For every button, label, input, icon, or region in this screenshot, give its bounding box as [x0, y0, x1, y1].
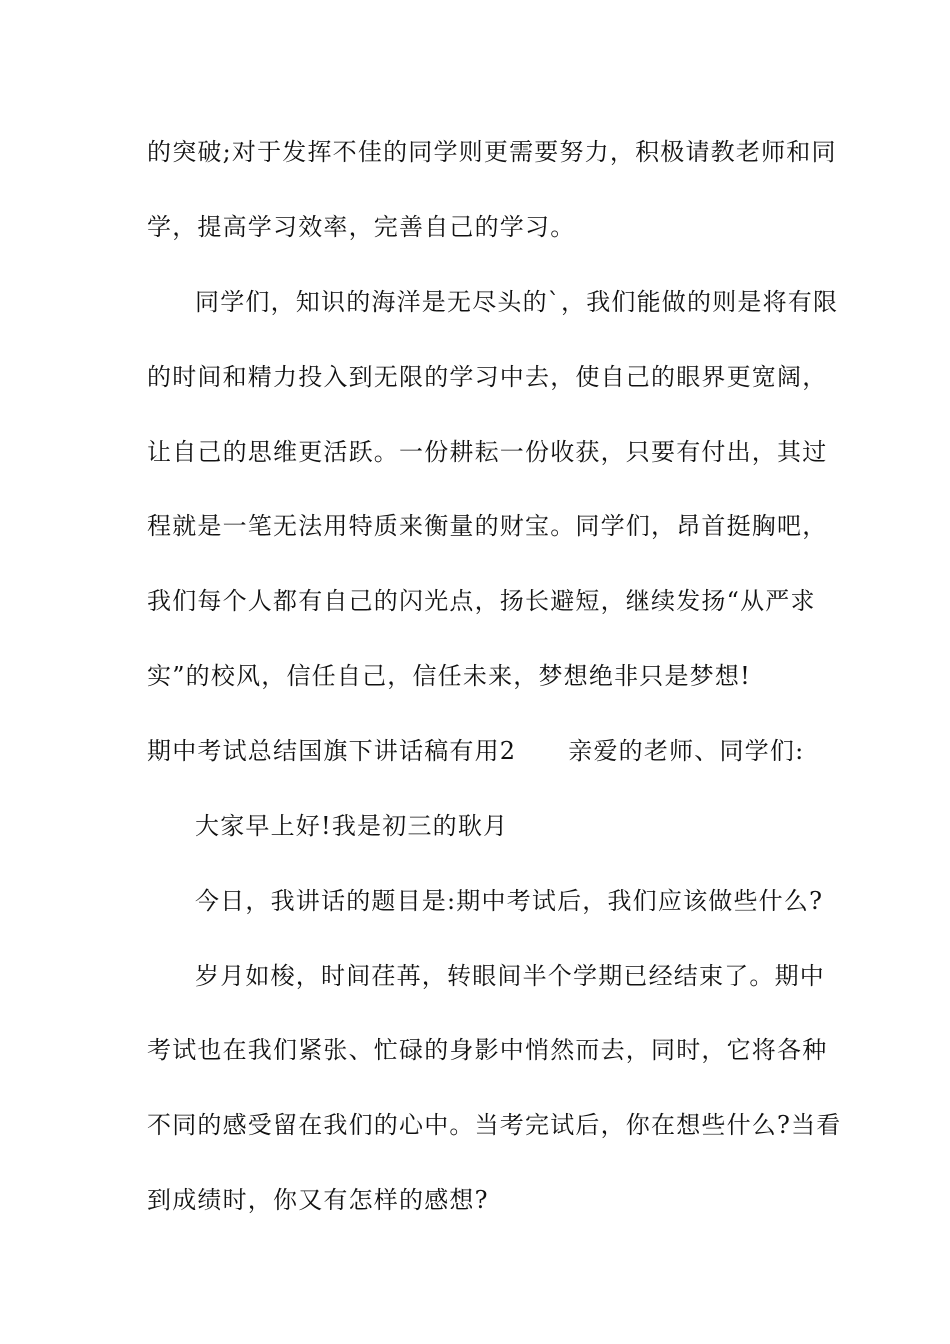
topic-line: 今日，我讲话的题目是:期中考试后，我们应该做些什么?: [195, 887, 824, 915]
paragraph-line: 考试也在我们紧张、忙碌的身影中悄然而去，同时，它将各种: [147, 1036, 828, 1064]
paragraph-line: 实”的校风，信任自己，信任未来，梦想绝非只是梦想!: [147, 662, 751, 690]
paragraph-line: 让自己的思维更活跃。一份耕耘一份收获，只要有付出，其过: [147, 438, 828, 466]
salutation: 亲爱的老师、同学们:: [568, 737, 805, 765]
paragraph-line: 的突破;对于发挥不佳的同学则更需要努力，积极请教老师和同: [147, 138, 837, 166]
paragraph-line: 的时间和精力投入到无限的学习中去，使自己的眼界更宽阔，: [147, 363, 828, 391]
section-title: 期中考试总结国旗下讲话稿有用2: [147, 737, 517, 765]
paragraph-line: 学，提高学习效率，完善自己的学习。: [147, 213, 576, 241]
greeting-line: 大家早上好!我是初三的耿月: [195, 812, 509, 840]
paragraph-line: 同学们，知识的海洋是无尽头的`，我们能做的则是将有限: [195, 288, 839, 316]
paragraph-line: 岁月如梭，时间荏苒，转眼间半个学期已经结束了。期中: [195, 962, 825, 990]
paragraph-line: 到成绩时，你又有怎样的感想?: [147, 1186, 489, 1214]
paragraph-line: 我们每个人都有自己的闪光点，扬长避短，继续发扬“从严求: [147, 587, 816, 615]
section-heading-line: [147, 735, 804, 767]
paragraph-line: 不同的感受留在我们的心中。当考完试后，你在想些什么?当看: [147, 1111, 842, 1139]
paragraph-line: 程就是一笔无法用特质来衡量的财宝。同学们，昂首挺胸吧，: [147, 512, 828, 540]
